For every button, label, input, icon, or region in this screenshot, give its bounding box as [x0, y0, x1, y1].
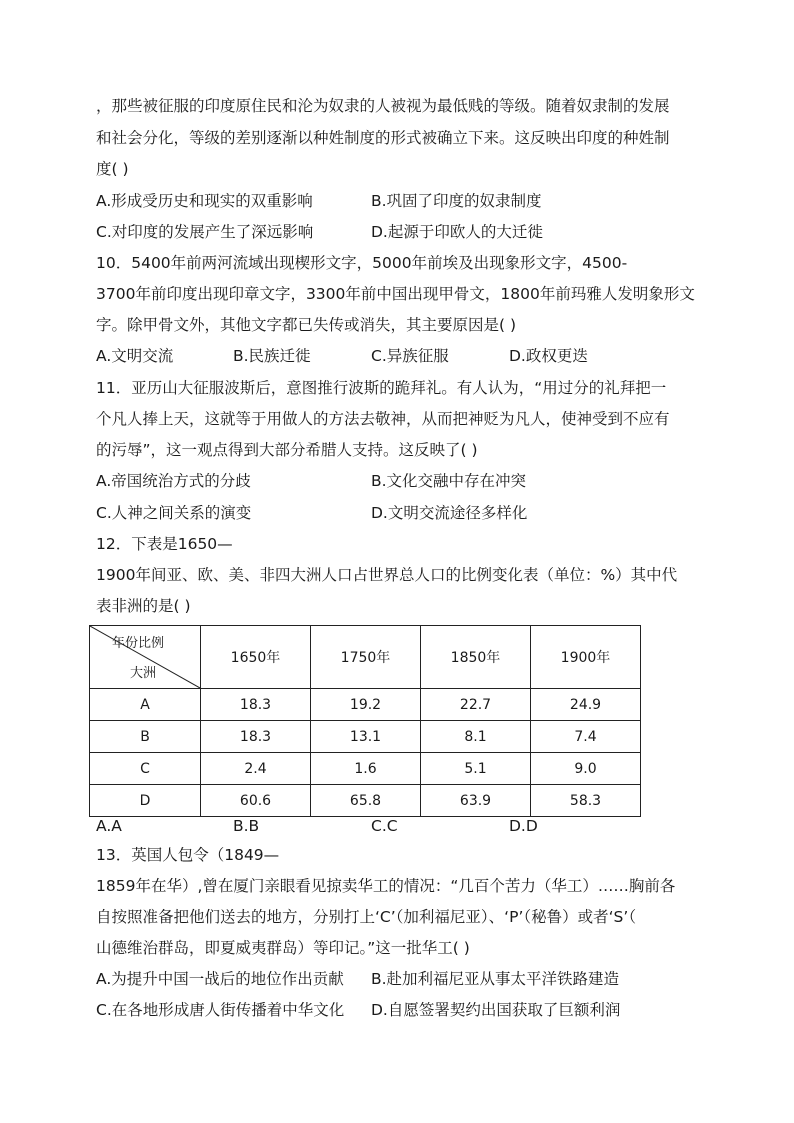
table-row	[90, 689, 641, 721]
table-cell: 24.9	[531, 689, 641, 721]
q13-line-4: 山德维治群岛，即夏威夷群岛）等印记。”这一批华工( )	[96, 939, 470, 957]
q13-option-b: B.赴加利福尼亚从事太平洋铁路建造	[371, 970, 620, 988]
table-cell: 8.1	[421, 721, 531, 753]
population-table	[89, 625, 641, 817]
q10-option-a: A.文明交流	[96, 347, 174, 365]
q11-option-d: D.文明交流途径多样化	[371, 504, 528, 522]
table-cell: 18.3	[201, 721, 311, 753]
q11-line-3: 的污辱”，这一观点得到大部分希腊人支持。这反映了( )	[96, 441, 478, 459]
table-cell: 7.4	[531, 721, 641, 753]
row-label-b: B	[90, 721, 201, 753]
table-cell: 60.6	[201, 785, 311, 817]
table-cell: 19.2	[311, 689, 421, 721]
q12-line-1: 12．下表是1650—	[96, 535, 233, 553]
q12-option-b: B.B	[233, 817, 260, 835]
q10-line-1: 10．5400年前两河流域出现楔形文字，5000年前埃及出现象形文字，4500-	[96, 254, 628, 272]
row-label-c: C	[90, 753, 201, 785]
year-header-1900: 1900年	[531, 626, 641, 689]
q12-line-2: 1900年间亚、欧、美、非四大洲人口占世界总人口的比例变化表（单位：%）其中代	[96, 566, 678, 584]
q10-option-d: D.政权更迭	[509, 347, 588, 365]
table-cell: 13.1	[311, 721, 421, 753]
q11-option-c: C.人神之间关系的演变	[96, 504, 252, 522]
q11-line-1: 11．亚历山大征服波斯后，意图推行波斯的跪拜礼。有人认为，“用过分的礼拜把一	[96, 379, 667, 397]
row-label-a: A	[90, 689, 201, 721]
table-header-row	[90, 626, 641, 689]
table-row	[90, 785, 641, 817]
q11-line-2: 个凡人捧上天，这就等于用做人的方法去敬神，从而把神贬为凡人，使神受到不应有	[96, 410, 670, 428]
q10-line-3: 字。除甲骨文外，其他文字都已失传或消失，其主要原因是( )	[96, 316, 517, 334]
table-cell: 2.4	[201, 753, 311, 785]
q13-line-2: 1859年在华）,曾在厦门亲眼看见掠卖华工的情况：“几百个苦力（华工）……胸前各	[96, 877, 676, 895]
q12-option-c: C.C	[371, 817, 398, 835]
q11-option-b: B.文化交融中存在冲突	[371, 472, 527, 490]
table-corner-cell	[90, 626, 201, 689]
table-cell: 1.6	[311, 753, 421, 785]
table-cell: 9.0	[531, 753, 641, 785]
q13-option-a: A.为提升中国一战后的地位作出贡献	[96, 970, 344, 988]
table-row	[90, 721, 641, 753]
q9-option-b: B.巩固了印度的奴隶制度	[371, 192, 542, 210]
table-cell: 63.9	[421, 785, 531, 817]
q13-line-1: 13．英国人包令（1849—	[96, 846, 280, 864]
year-header-1850: 1850年	[421, 626, 531, 689]
q9-option-a: A.形成受历史和现实的双重影响	[96, 192, 313, 210]
q10-option-c: C.异族征服	[371, 347, 449, 365]
q9-option-c: C.对印度的发展产生了深远影响	[96, 223, 314, 241]
corner-label-continent: 大洲	[130, 666, 157, 681]
table-cell: 22.7	[421, 689, 531, 721]
year-header-1650: 1650年	[201, 626, 311, 689]
q12-option-a: A.A	[96, 817, 122, 835]
q9-line-3: 度( )	[96, 160, 129, 178]
year-header-1750: 1750年	[311, 626, 421, 689]
table-row	[90, 753, 641, 785]
row-label-d: D	[90, 785, 201, 817]
q11-option-a: A.帝国统治方式的分歧	[96, 472, 251, 490]
q12-line-3: 表非洲的是( )	[96, 597, 191, 615]
table-cell: 65.8	[311, 785, 421, 817]
q10-option-b: B.民族迁徙	[233, 347, 311, 365]
q13-option-d: D.自愿签署契约出国获取了巨额利润	[371, 1001, 621, 1019]
table-cell: 58.3	[531, 785, 641, 817]
q13-option-c: C.在各地形成唐人街传播着中华文化	[96, 1001, 345, 1019]
q9-option-d: D.起源于印欧人的大迁徙	[371, 223, 543, 241]
q9-line-2: 和社会分化，等级的差别逐渐以种姓制度的形式被确立下来。这反映出印度的种姓制	[96, 129, 670, 147]
q10-line-2: 3700年前印度出现印章文字，3300年前中国出现甲骨文，1800年前玛雅人发明象形文	[96, 285, 695, 303]
q9-line-1: ，那些被征服的印度原住民和沦为奴隶的人被视为最低贱的等级。随着奴隶制的发展	[96, 97, 670, 115]
corner-label-year-ratio: 年份比例	[112, 636, 165, 651]
q13-line-3: 自按照准备把他们送去的地方，分别打上‘C’（加利福尼亚）、‘P’（秘鲁）或者‘S’（	[96, 908, 637, 926]
table-cell: 5.1	[421, 753, 531, 785]
table-cell: 18.3	[201, 689, 311, 721]
q12-option-d: D.D	[509, 817, 538, 835]
